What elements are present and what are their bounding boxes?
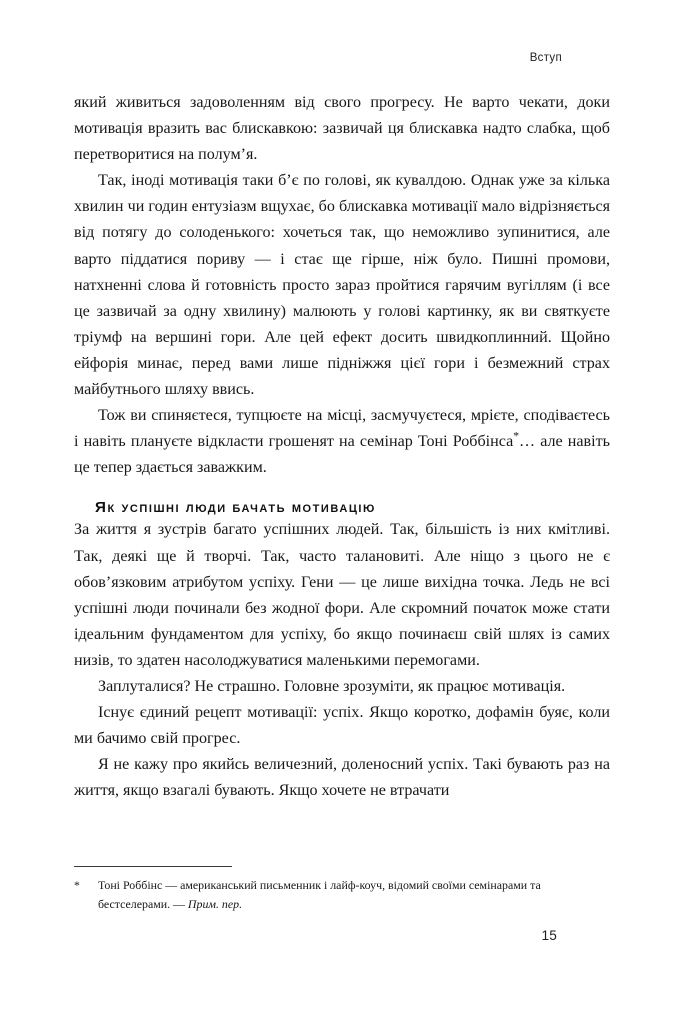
footnote-text-plain: Тоні Роббінс — американський письменник і лайф-коуч, відомий своїми семінарами та бестселерами. — <box>98 878 541 912</box>
footnote-marker: * <box>74 879 80 892</box>
footnote-text-italic: Прим. пер. <box>187 897 243 912</box>
footnote-separator-rule <box>74 866 232 867</box>
paragraph-with-footnote-ref <box>74 403 610 481</box>
running-header-title: Вступ <box>529 52 562 64</box>
section-paragraph: Я не кажу про якийсь величезний, доленосний успіх. Такі бувають раз на життя, якщо взагалі бувають. Якщо хочете не втрачати <box>74 756 610 800</box>
section-paragraph: Існує єдиний рецепт мотивації: успіх. Якщо коротко, дофамін буяє, коли ми бачимо свій прогрес. <box>74 704 610 748</box>
paragraph-text-before-ref: Тож ви спиняєтеся, тупцюєте на місці, засмучуєтеся, мрієте, сподіваєтесь і навіть плануєте відкласти грошенят на семінар Тоні Роббінса <box>74 407 610 451</box>
footnote-text <box>98 876 610 915</box>
section-heading: Як успішні люди бачать мотивацію <box>95 499 376 516</box>
paragraph-continued: який живиться задоволенням від свого прогресу. Не варто чекати, доки мотивація вразить вас блискавкою: зазвичай ця блискавка надто слабка, щоб перетворитися на полум’я. <box>74 94 610 164</box>
paragraph-text-after-ref: … але навіть це тепер здається заважким. <box>74 433 610 477</box>
footnote-reference-marker[interactable]: * <box>513 429 520 443</box>
footnote-block <box>74 866 610 915</box>
main-text-column <box>74 90 610 804</box>
paragraph: Так, іноді мотивація таки б’є по голові, як кувалдою. Однак уже за кілька хвилин чи годин ентузіазм вщухає, бо блискавка мотивації мало відрізняється від потягу до солоденького: хочеться так, що неможливо зупинитися, але варто піддатися пориву — і стає ще гірше, ніж було. Пишні промови, натхненні слова й готовність просто зараз пройтися гарячим вугіллям (і все це зазвичай за одну хвилину) малюють у голові картинку, як ви святкуєте тріумф на вершині гори. Але цей ефект досить швидкоплинний. Щойно ейфорія минає, перед вами лише підніжжя цієї гори і безмежний страх майбутнього шляху ввись. <box>74 172 610 399</box>
section-paragraph: Заплуталися? Не страшно. Головне зрозуміти, як працює мотивація. <box>98 677 566 695</box>
page-number: 15 <box>541 928 557 943</box>
footnote-row <box>74 876 610 915</box>
section-paragraph: За життя я зустрів багато успішних людей. Так, більшість із них кмітливі. Так, деякі ще й творчі. Так, часто талановиті. Але ніщо з цього не є обов’язковим атрибутом успіху. Гени — це лише вихідна точка. Ледь не всі успішні люди починали без жодної фори. Але скромний початок може стати ідеальним фундаментом для успіху, бо якщо починаєш свій шлях із самих низів, то здатен насолоджуватися маленькими перемогами. <box>74 521 610 669</box>
